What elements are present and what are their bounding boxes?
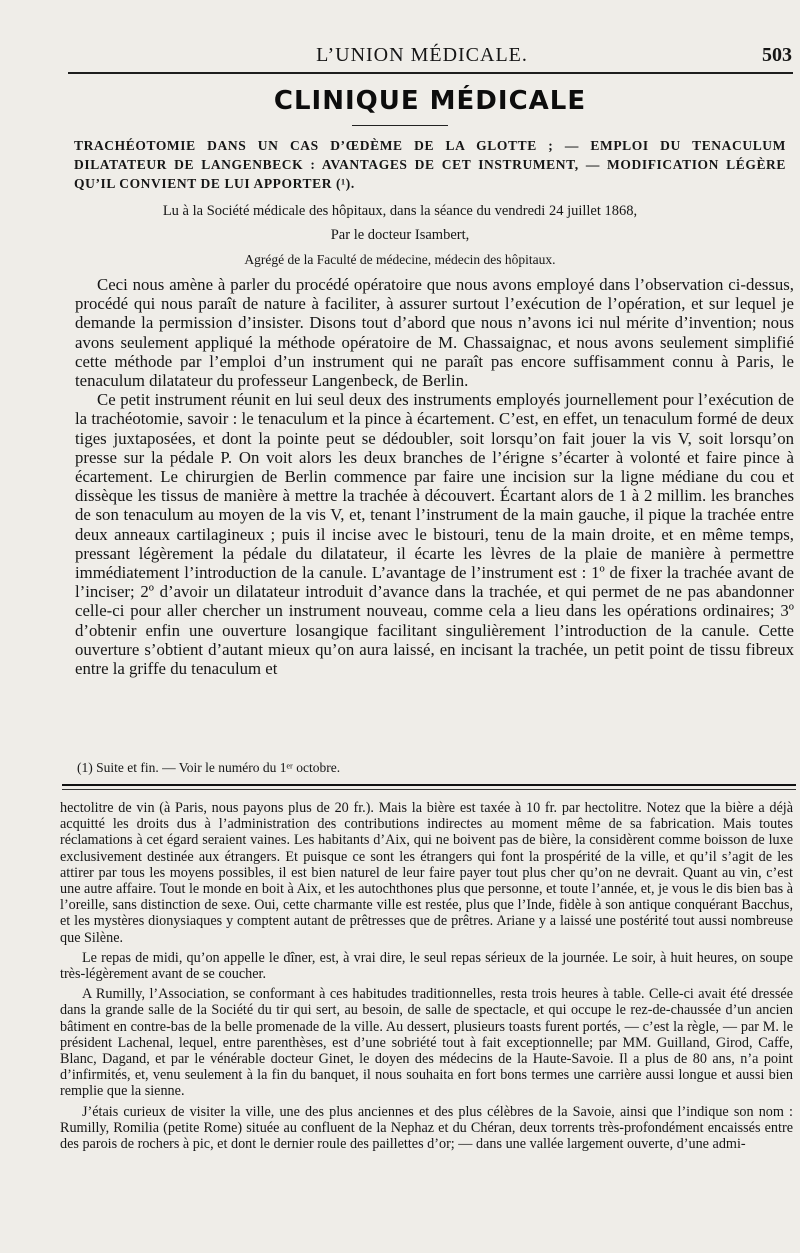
footnote: (1) Suite et fin. — Voir le numéro du 1ᵉʳ octobre.: [77, 760, 341, 775]
article-read-at: Lu à la Société médicale des hôpitaux, dans la séance du vendredi 24 juillet 1868,: [162, 203, 638, 219]
section-title: CLINIQUE MÉDICALE: [273, 86, 587, 116]
article-paragraph: Ce petit instrument réunit en lui seul deux des instruments employés journellement pour l’exécution de la trachéotomie, savoir : le tenaculum et la pince à écartement. C’est, en effet, un tenaculum formé de deux tiges juxtaposées, et dont la pointe peut se dédoubler, soit lorsqu’on fait jouer la vis V, soit lorsqu’on presse sur la pédale P. On voit alors les deux branches de l’érigne s’écarter à volonté et faire pince à écartement. Le chirurgien de Berlin commence par faire une incision sur la ligne médiane du cou et dissèque les tissus de manière à mettre la trachée à découvert. Écartant alors de 1 à 2 millim. les branches de son tenaculum au moyen de la vis V, et, tenant l’instrument de la main gauche, il pique la trachée entre deux anneaux cartilagineux ; puis il incise avec le bistouri, tenu de la main droite, et en même temps, pressant légèrement la pédale du dilatateur, il écarte les lèvres de la plaie de manière à permettre immédiatement l’introduction de la canule. L’avantage de l’instrument est : 1º de fixer la trachée avant de l’inciser; 2º d’avoir un dilatateur introduit d’avance dans la trachée, et qui permet de ne pas abandonner celle-ci pour aller chercher un instrument nouveau, comme cela a lieu dans les opérations ordinaires; 3º d’obtenir enfin une ouverture losangique facilitant singulièrement l’introduction de la canule. Cette ouverture s’obtient d’autant mieux qu’on aura laissé, en incisant la trachée, un petit point de tissu fibreux entre la griffe du tenaculum et: [75, 390, 794, 679]
feuilleton-separator: [62, 784, 796, 790]
section-title-rule: [352, 125, 448, 126]
running-head: [52, 42, 792, 72]
feuilleton-paragraph: J’étais curieux de visiter la ville, une des plus anciennes et des plus célèbres de la Savoie, ainsi que l’indique son nom : Rumilly, Romilia (petite Rome) située au confluent de la Nephaz et du Chéran, deux torrents très-profondément encaissés entre des parois de rochers à pic, et dont le dernier roule des paillettes d’or; — dans une vallée largement ouverte, d’une admi-: [60, 1103, 793, 1153]
article-body: [75, 275, 794, 678]
feuilleton-text: [60, 800, 793, 1152]
article-paragraph: Ceci nous amène à parler du procédé opératoire que nous avons employé dans l’observation ci-dessus, procédé qui nous paraît de nature à faciliter, à assurer surtout l’exécution de l’opération, et sur lequel je demande la permission d’insister. Disons tout d’abord que nous n’avons ici nul mérite d’invention; nous avons seulement appliqué la méthode opératoire de M. Chassaignac, et nous avons seulement simplifié cette méthode par l’emploi d’un instrument qui ne paraît pas encore suffisamment connu à Paris, le tenaculum dilatateur du professeur Langenbeck, de Berlin.: [75, 275, 794, 391]
article-title: TRACHÉOTOMIE DANS UN CAS D’ŒDÈME DE LA GLOTTE ; — EMPLOI DU TENACULUM DILATATEUR DE LANGENBECK : AVANTAGES DE CET INSTRUMENT, — MODIFICATION LÉGÈRE QU’IL CONVIENT DE LUI APPORTER (¹).: [74, 138, 786, 191]
feuilleton-paragraph: A Rumilly, l’Association, se conformant à ces habitudes traditionnelles, resta trois heures à table. Celle-ci avait été dressée dans la grande salle de la Société du tir qui sert, au besoin, de salle de spectacle, et qui occupe le rez-de-chaussée d’un ancien bâtiment en contre-bas de la belle promenade de la ville. Au dessert, plusieurs toasts furent portés, — c’est la règle, — par M. le président Lachenal, lequel, entre parenthèses, est d’une sobriété tout à fait exceptionnelle; par MM. Guilland, Girod, Caffe, Blanc, Dagand, et par le vénérable docteur Ginet, le doyen des médecins de la Haute-Savoie. Il a plus de 80 ans, n’a point d’infirmités, et, venu seulement à la fin du banquet, il nous souhaita en fort bons termes une carrière aussi longue et aussi bien remplie que la sienne.: [60, 986, 793, 1100]
header-rule: [68, 72, 793, 74]
feuilleton-paragraph: hectolitre de vin (à Paris, nous payons plus de 20 fr.). Mais la bière est taxée à 10 fr. par hectolitre. Notez que la bière a déjà acquitté les droits dus à l’administration des contributions indirectes au moment même de sa fabrication. Mais toutes réclamations à cet égard seraient vaines. Les habitants d’Aix, qui ne boivent pas de bière, la considèrent comme boisson de luxe exclusivement destinée aux étrangers. Et puisque ce sont les étrangers qui font la prospérité de la ville, et qu’il s’agit de les attirer par tous les moyens possibles, il est bien naturel de leur faire payer tout plus cher qu’on ne devrait. Quant au vin, c’est une autre affaire. Tout le monde en boit à Aix, et les autochthones plus que personne, et toute l’année, et, je vous le dis bien bas à l’oreille, sans distinction de sexe. Oui, cette charmante ville est restée, plus que l’Inde, fidèle à son antique conquérant Bacchus, et les mystères dionysiaques y comptent autant de prêtresses que de prêtres. Ariane y a laissé une postérité tout aussi nombreuse que Silène.: [60, 800, 793, 946]
article-author-rank: Agrégé de la Faculté de médecine, médecin des hôpitaux.: [244, 252, 556, 267]
journal-title: L’UNION MÉDICALE.: [316, 44, 528, 66]
feuilleton-paragraph: Le repas de midi, qu’on appelle le dîner, est, à vrai dire, le seul repas sérieux de la journée. Le soir, à huit heures, on soupe très-légèrement avant de se coucher.: [60, 949, 793, 983]
article-author: Par le docteur Isambert,: [330, 227, 470, 243]
page-number: 503: [762, 44, 792, 66]
